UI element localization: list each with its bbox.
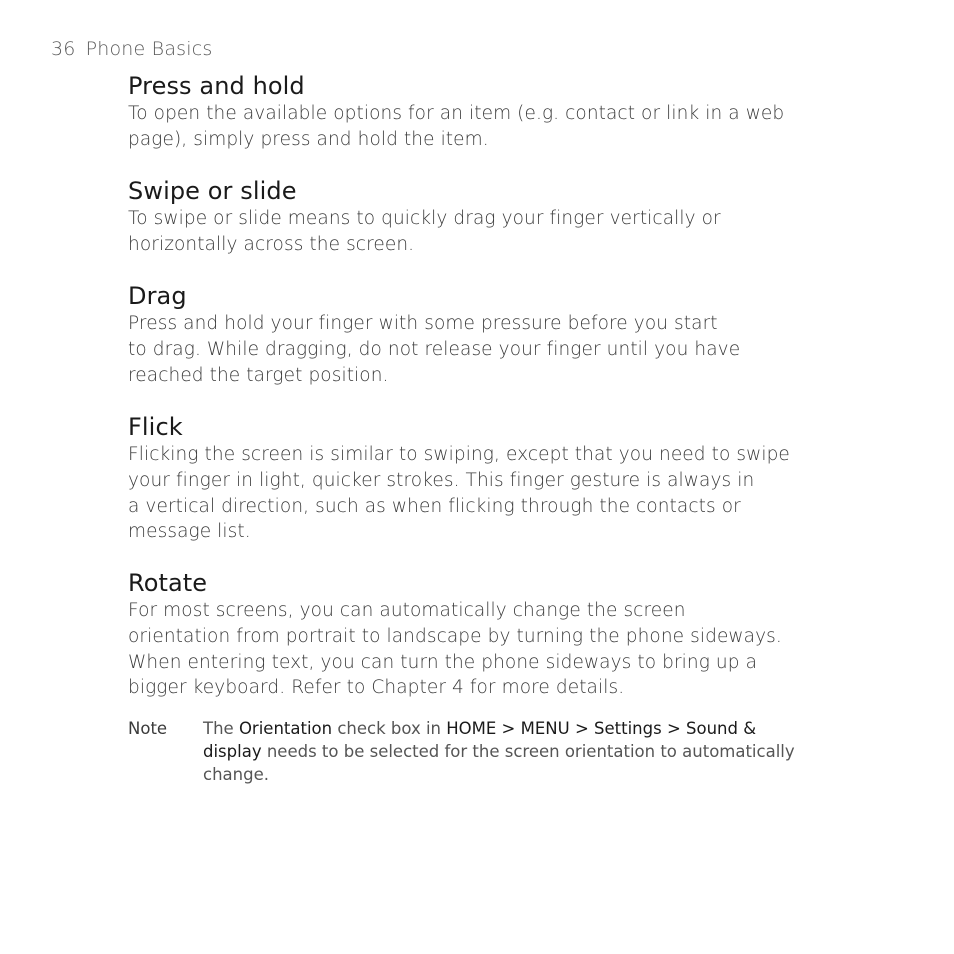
section-heading: Rotate: [128, 569, 208, 597]
body-line: your finger in light, quicker strokes. This finger gesture is always in: [128, 469, 755, 491]
body-line: Flicking the screen is similar to swiping, except that you need to swipe: [128, 444, 790, 465]
note-text-part: needs to be selected for the screen orientation to automatically: [261, 742, 795, 761]
section-body: [128, 101, 888, 153]
body-line: bigger keyboard. Refer to Chapter 4 for more details.: [128, 677, 625, 699]
body-line: When entering text, you can turn the phone sideways to bring up a: [128, 651, 758, 673]
section-swipe-or-slide: [128, 176, 888, 258]
ui-path-settings: HOME > MENU > Settings > Sound &: [446, 719, 757, 738]
body-line: Press and hold your finger with some pressure before you start: [128, 313, 718, 334]
body-line: reached the target position.: [128, 364, 389, 386]
ui-path-display: display: [203, 742, 262, 761]
note-text-part: The: [203, 719, 239, 738]
section-body: [128, 206, 888, 258]
section-heading: Press and hold: [128, 72, 305, 100]
section-heading: Swipe or slide: [128, 177, 297, 205]
section-body: [128, 442, 888, 545]
section-flick: [128, 412, 888, 545]
body-line: orientation from portrait to landscape by turning the phone sideways.: [128, 625, 782, 647]
body-line: For most screens, you can automatically change the screen: [128, 600, 686, 621]
body-line: message list.: [128, 521, 251, 543]
body-line: to drag. While dragging, do not release your finger until you have: [128, 338, 741, 360]
ui-term-orientation: Orientation: [238, 719, 333, 738]
section-rotate: [128, 568, 888, 701]
note-label: Note: [128, 719, 168, 738]
section-press-and-hold: [128, 71, 888, 153]
body-line: page), simply press and hold the item.: [128, 128, 489, 150]
note-line: [203, 740, 868, 763]
note-text-part: check box in: [332, 719, 447, 738]
page-number: 36: [51, 38, 76, 60]
body-line: a vertical direction, such as when flicking through the contacts or: [128, 495, 741, 517]
note-line: change.: [203, 765, 269, 784]
section-body: [128, 598, 888, 701]
section-body: [128, 311, 888, 388]
section-drag: [128, 281, 888, 388]
section-heading: Drag: [128, 282, 187, 310]
page-header: [51, 38, 212, 60]
section-heading: Flick: [128, 413, 183, 441]
body-line: horizontally across the screen.: [128, 233, 415, 255]
note-line: [203, 717, 868, 740]
body-line: To open the available options for an item (e.g. contact or link in a web: [128, 103, 785, 124]
chapter-title: Phone Basics: [85, 38, 213, 60]
body-line: To swipe or slide means to quickly drag your finger vertically or: [128, 208, 721, 229]
note-text: [203, 717, 868, 786]
